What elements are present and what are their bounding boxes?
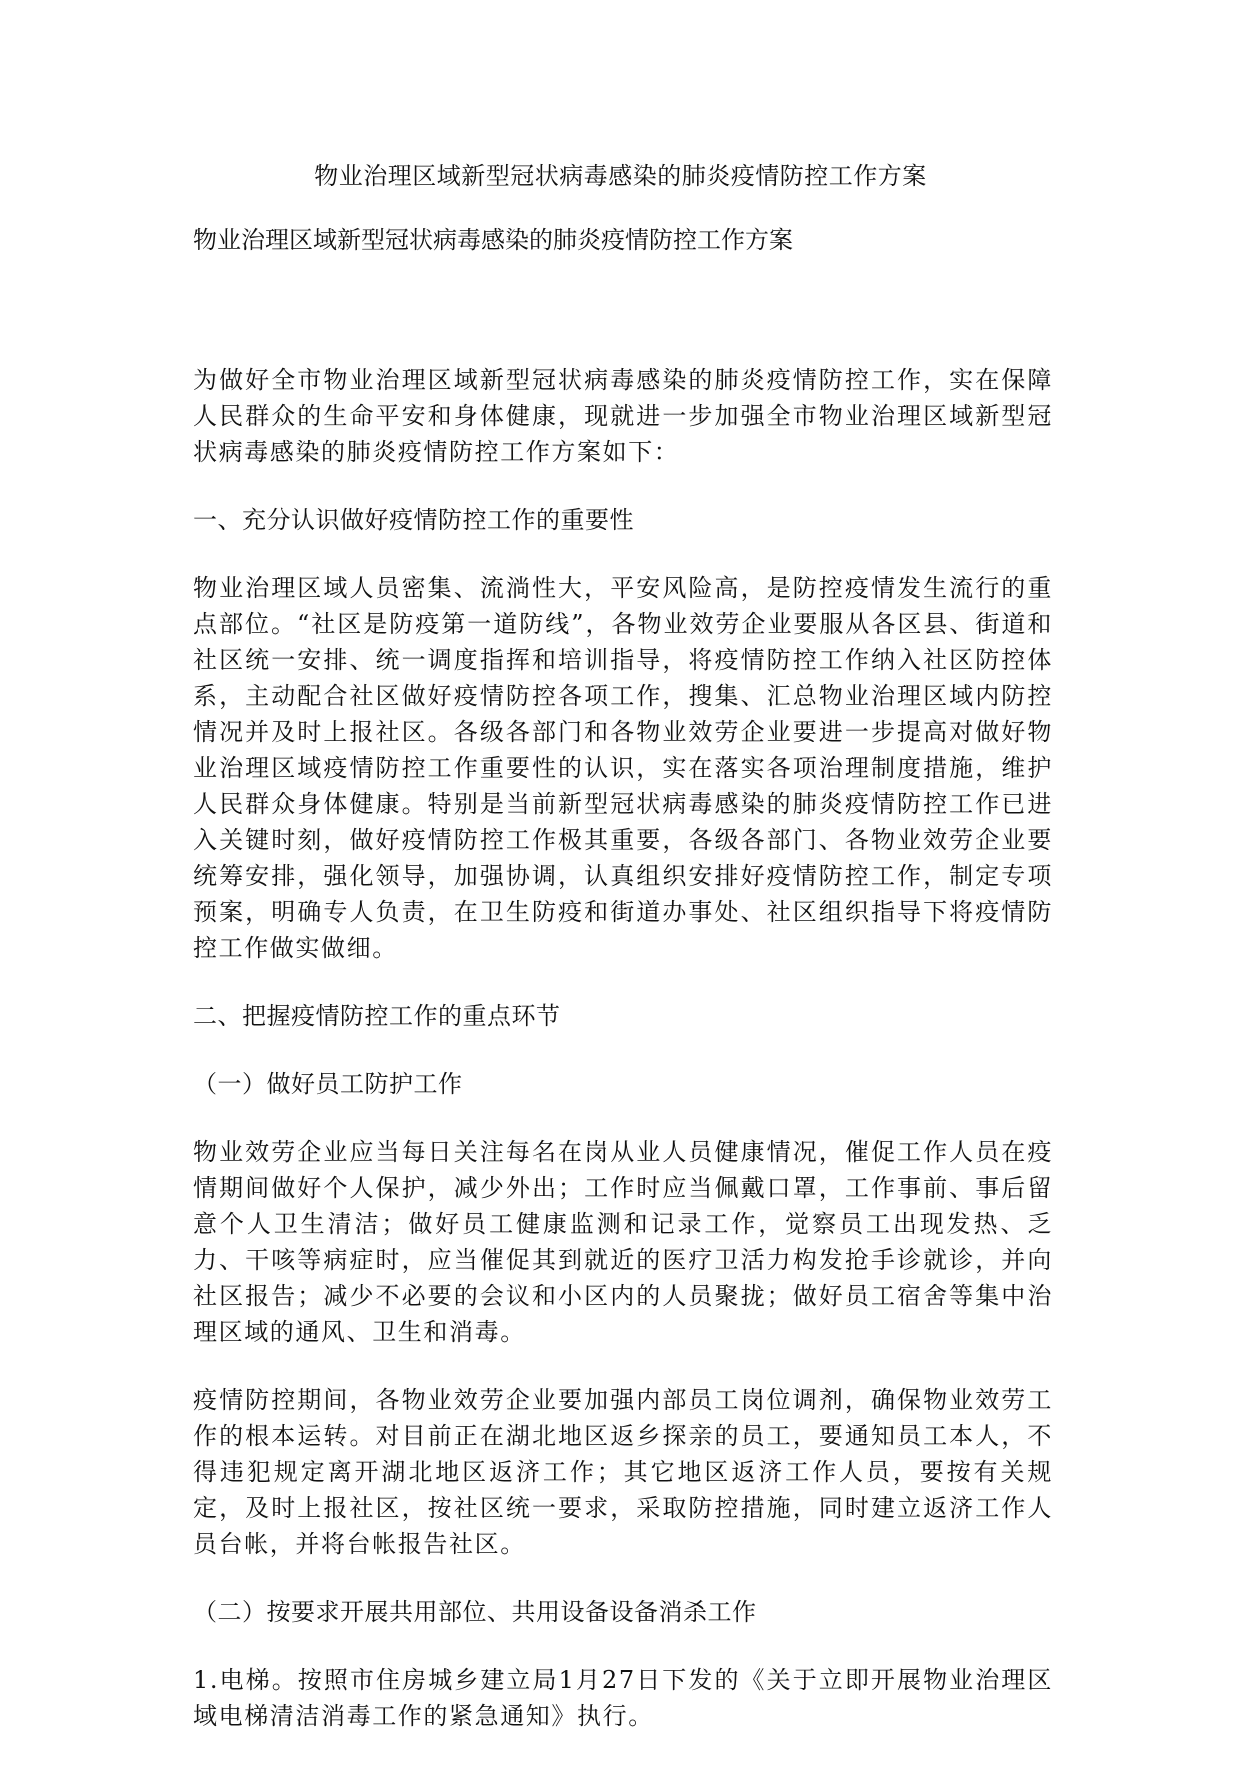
document-subtitle: 物业治理区域新型冠状病毒感染的肺炎疫情防控工作方案 xyxy=(193,226,793,254)
subsection-1-paragraph-1: 物业效劳企业应当每日关注每名在岗从业人员健康情况，催促工作人员在疫情期间做好个人保护，减少外出；工作时应当佩戴口罩，工作事前、事后留意个人卫生清洁；做好员工健康监测和记录工作，觉察员工出现发热、乏力、干咳等病症时，应当催促其到就近的医疗卫活力构发抢手诊就诊，并向社区报告；减少不必要的会议和小区内的人员聚拢；做好员工宿舍等集中治理区域的通风、卫生和消毒。 xyxy=(193,1138,1053,1346)
section-1-paragraph: 物业治理区域人员密集、流淌性大，平安风险高，是防控疫情发生流行的重点部位。“社区是防疫第一道防线”，各物业效劳企业要服从各区县、街道和社区统一安排、统一调度指挥和培训指导，将疫情防控工作纳入社区防控体系，主动配合社区做好疫情防控各项工作，搜集、汇总物业治理区域内防控情况并及时上报社区。各级各部门和各物业效劳企业要进一步提高对做好物业治理区域疫情防控工作重要性的认识，实在落实各项治理制度措施，维护人民群众身体健康。特别是当前新型冠状病毒感染的肺炎疫情防控工作已进入关键时刻，做好疫情防控工作极其重要，各级各部门、各物业效劳企业要统筹安排，强化领导，加强协调，认真组织安排好疫情防控工作，制定专项预案，明确专人负责，在卫生防疫和街道办事处、社区组织指导下将疫情防控工作做实做细。 xyxy=(193,574,1053,962)
section-2-heading: 二、把握疫情防控工作的重点环节 xyxy=(193,1002,561,1030)
section-1-heading: 一、充分认识做好疫情防控工作的重要性 xyxy=(193,506,634,534)
subsection-2-heading: （二）按要求开展共用部位、共用设备设备消杀工作 xyxy=(193,1598,757,1626)
intro-paragraph: 为做好全市物业治理区域新型冠状病毒感染的肺炎疫情防控工作，实在保障人民群众的生命平安和身体健康，现就进一步加强全市物业治理区域新型冠状病毒感染的肺炎疫情防控工作方案如下： xyxy=(193,366,1053,466)
subsection-2-item-1: 1.电梯。按照市住房城乡建立局1月27日下发的《关于立即开展物业治理区域电梯清洁消毒工作的紧急通知》执行。 xyxy=(193,1666,1053,1730)
subsection-1-paragraph-2: 疫情防控期间，各物业效劳企业要加强内部员工岗位调剂，确保物业效劳工作的根本运转。对目前正在湖北地区返乡探亲的员工，要通知员工本人，不得违犯规定离开湖北地区返济工作；其它地区返济工作人员，要按有关规定，及时上报社区，按社区统一要求，采取防控措施，同时建立返济工作人员台帐，并将台帐报告社区。 xyxy=(193,1386,1053,1558)
document-title: 物业治理区域新型冠状病毒感染的肺炎疫情防控工作方案 xyxy=(314,162,927,190)
document-body xyxy=(193,222,1053,1766)
subsection-1-heading: （一）做好员工防护工作 xyxy=(193,1070,463,1098)
